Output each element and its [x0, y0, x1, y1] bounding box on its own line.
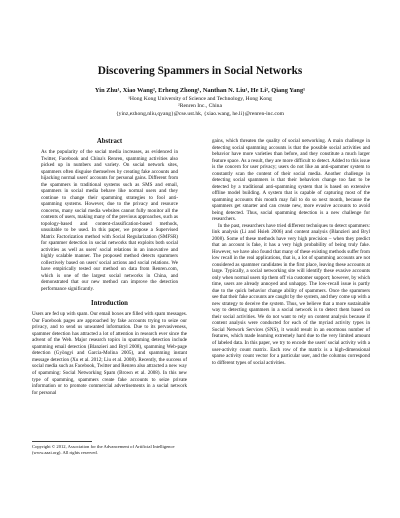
introduction-paragraph-1: Users are fed up with spam. Our email boxes are filled with spam messages. Our Facebook pages are approached by fake accounts trying to seize our privacy, and to send us unwanted information. Due to its pervasiveness, spammer detection has attracted a lot of attention in research ever since the advent of the Web. Major research topics in spamming detection include spamming email detection (Blanzieri and Bryl 2008), spamming Web-page detection (Gyöngyi and Garcia-Molina 2005), and spamming instant message detection (Xu et al. 2012; Liu et al. 2008). Recently, the success of social media such as Facebook, Twitter and Renren also attracted a new way of spamming: Social Networking Spam (Brown et al. 2008). In this new type of spamming, spammers create fake accounts to seize private information or to promote commercial advertisements in a social network for personal [32, 311, 187, 396]
abstract-text: As the popularity of the social media increases, as evidenced in Twitter, Facebook and China's Renren, spamming activities also picked up in numbers and variety. On social network sites, spammers often disguise themselves by creating fake accounts and hijacking normal users' accounts for personal gains. Different from the spammers in traditional systems such as SMS and email, spammers in social media behave like normal users and they continue to change their spamming strategies to fool anti-spamming systems. However, due to the privacy and resource concerns, many social media websites cannot fully monitor all the contents of users, making many of the previous approaches, such as topology-based and content-classification-based methods, unsuitable to be used. In this paper, we propose a Supervised Matrix Factorization method with Social Regularization (SMFSR) for spammer detection in social networks that exploits both social activities as well as users' social relations in an innovative and highly scalable manner. The proposed method detects spammers collectively based on users' social actions and social relations. We have empirically tested our method on data from Renren.com, which is one of the largest social networks in China, and demonstrated that our new method can improve the detection performance significantly. [41, 149, 178, 292]
paper-title: Discovering Spammers in Social Networks [97, 65, 303, 77]
introduction-paragraph-2: In the past, researchers have tried different techniques to detect spammers: link analysis (Li and Hsieh 2006) and content analysis (Blanzieri and Bryl 2008). Some of these methods have very high precision – when they predict that an account is fake, it has a very high probability of being truly fake. However, we have also found that many of these existing methods suffer from low recall in the real applications, that is, a lot of spamming accounts are not considered as spammer candidates in the first place, leaving these accounts at large. Typically, a social networking site will identify these evasive accounts only when normal users tip them off via customer support; however, by which time, users are already annoyed and unhappy. The low-recall issue is partly due to the quick behavior change ability of spammers. Once the spammers see that their fake accounts are caught by the system, and they come up with a new strategy to deceive the system. Thus, we believe that a more sustainable way to detecting spammers in a social network is to detect them based on their social activities. We do not want to rely on content analysis because if content analysis were conducted for each of the myriad activity types in Social Network Services (SNS), it would result in an enormous number of features, which made learning extremely hard due to the very limited amount of labeled data. In this paper, we try to encode the users' social activity with a user-activity count matrix. Each row of the matrix is a high-dimensional sparse activity count vector for a particular user, and the columns correspond to different types of social activities. [212, 222, 370, 366]
introduction-paragraph-1-cont: gains, which threaten the quality of social networking. A main challenge in detecting social spamming accounts is that the possible social activities and behavior have more varieties than before, and they constitute a much larger feature space. As a result, they are more difficult to detect. Added to this issue is the concern for user privacy; users do not like an anti-spammer system to constantly scan the content of their social media. Another challenge in detecting social spammers is that their behaviors change too fast to be detected by a traditional anti-spamming system that is based on extensive offline model building. A system that is capable of capturing most of the spamming accounts this month may fail to do so next month, because the spammers get smarter and can create new, more evasive accounts to avoid being detected. Thus, social spamming detection is a new challenge for researchers. [212, 138, 370, 223]
affiliation-renren: ²Renren Inc., China [178, 103, 222, 110]
affiliations [20, 96, 380, 118]
left-column [32, 138, 187, 396]
introduction-heading: Introduction [91, 300, 128, 308]
abstract-heading: Abstract [96, 138, 123, 145]
copyright-footnote: Copyright © 2012, Association for the Advancement of Artificial Intelligence (www.aaai.org). All rights reserved. [32, 444, 175, 455]
author-emails: {yinz,ezhong,nliu,qyang}@cse.ust.hk, {xiao.wang, he.li}@renren-inc.com [116, 110, 284, 117]
affiliation-hkust: ¹Hong Kong University of Science and Technology, Hong Kong [128, 96, 272, 102]
footnote-divider [32, 441, 92, 442]
right-column [212, 138, 370, 366]
author-list: Yin Zhu¹, Xiao Wang², Erheng Zhong¹, Nanthan N. Liu¹, He Li², Qiang Yang¹ [94, 87, 306, 94]
